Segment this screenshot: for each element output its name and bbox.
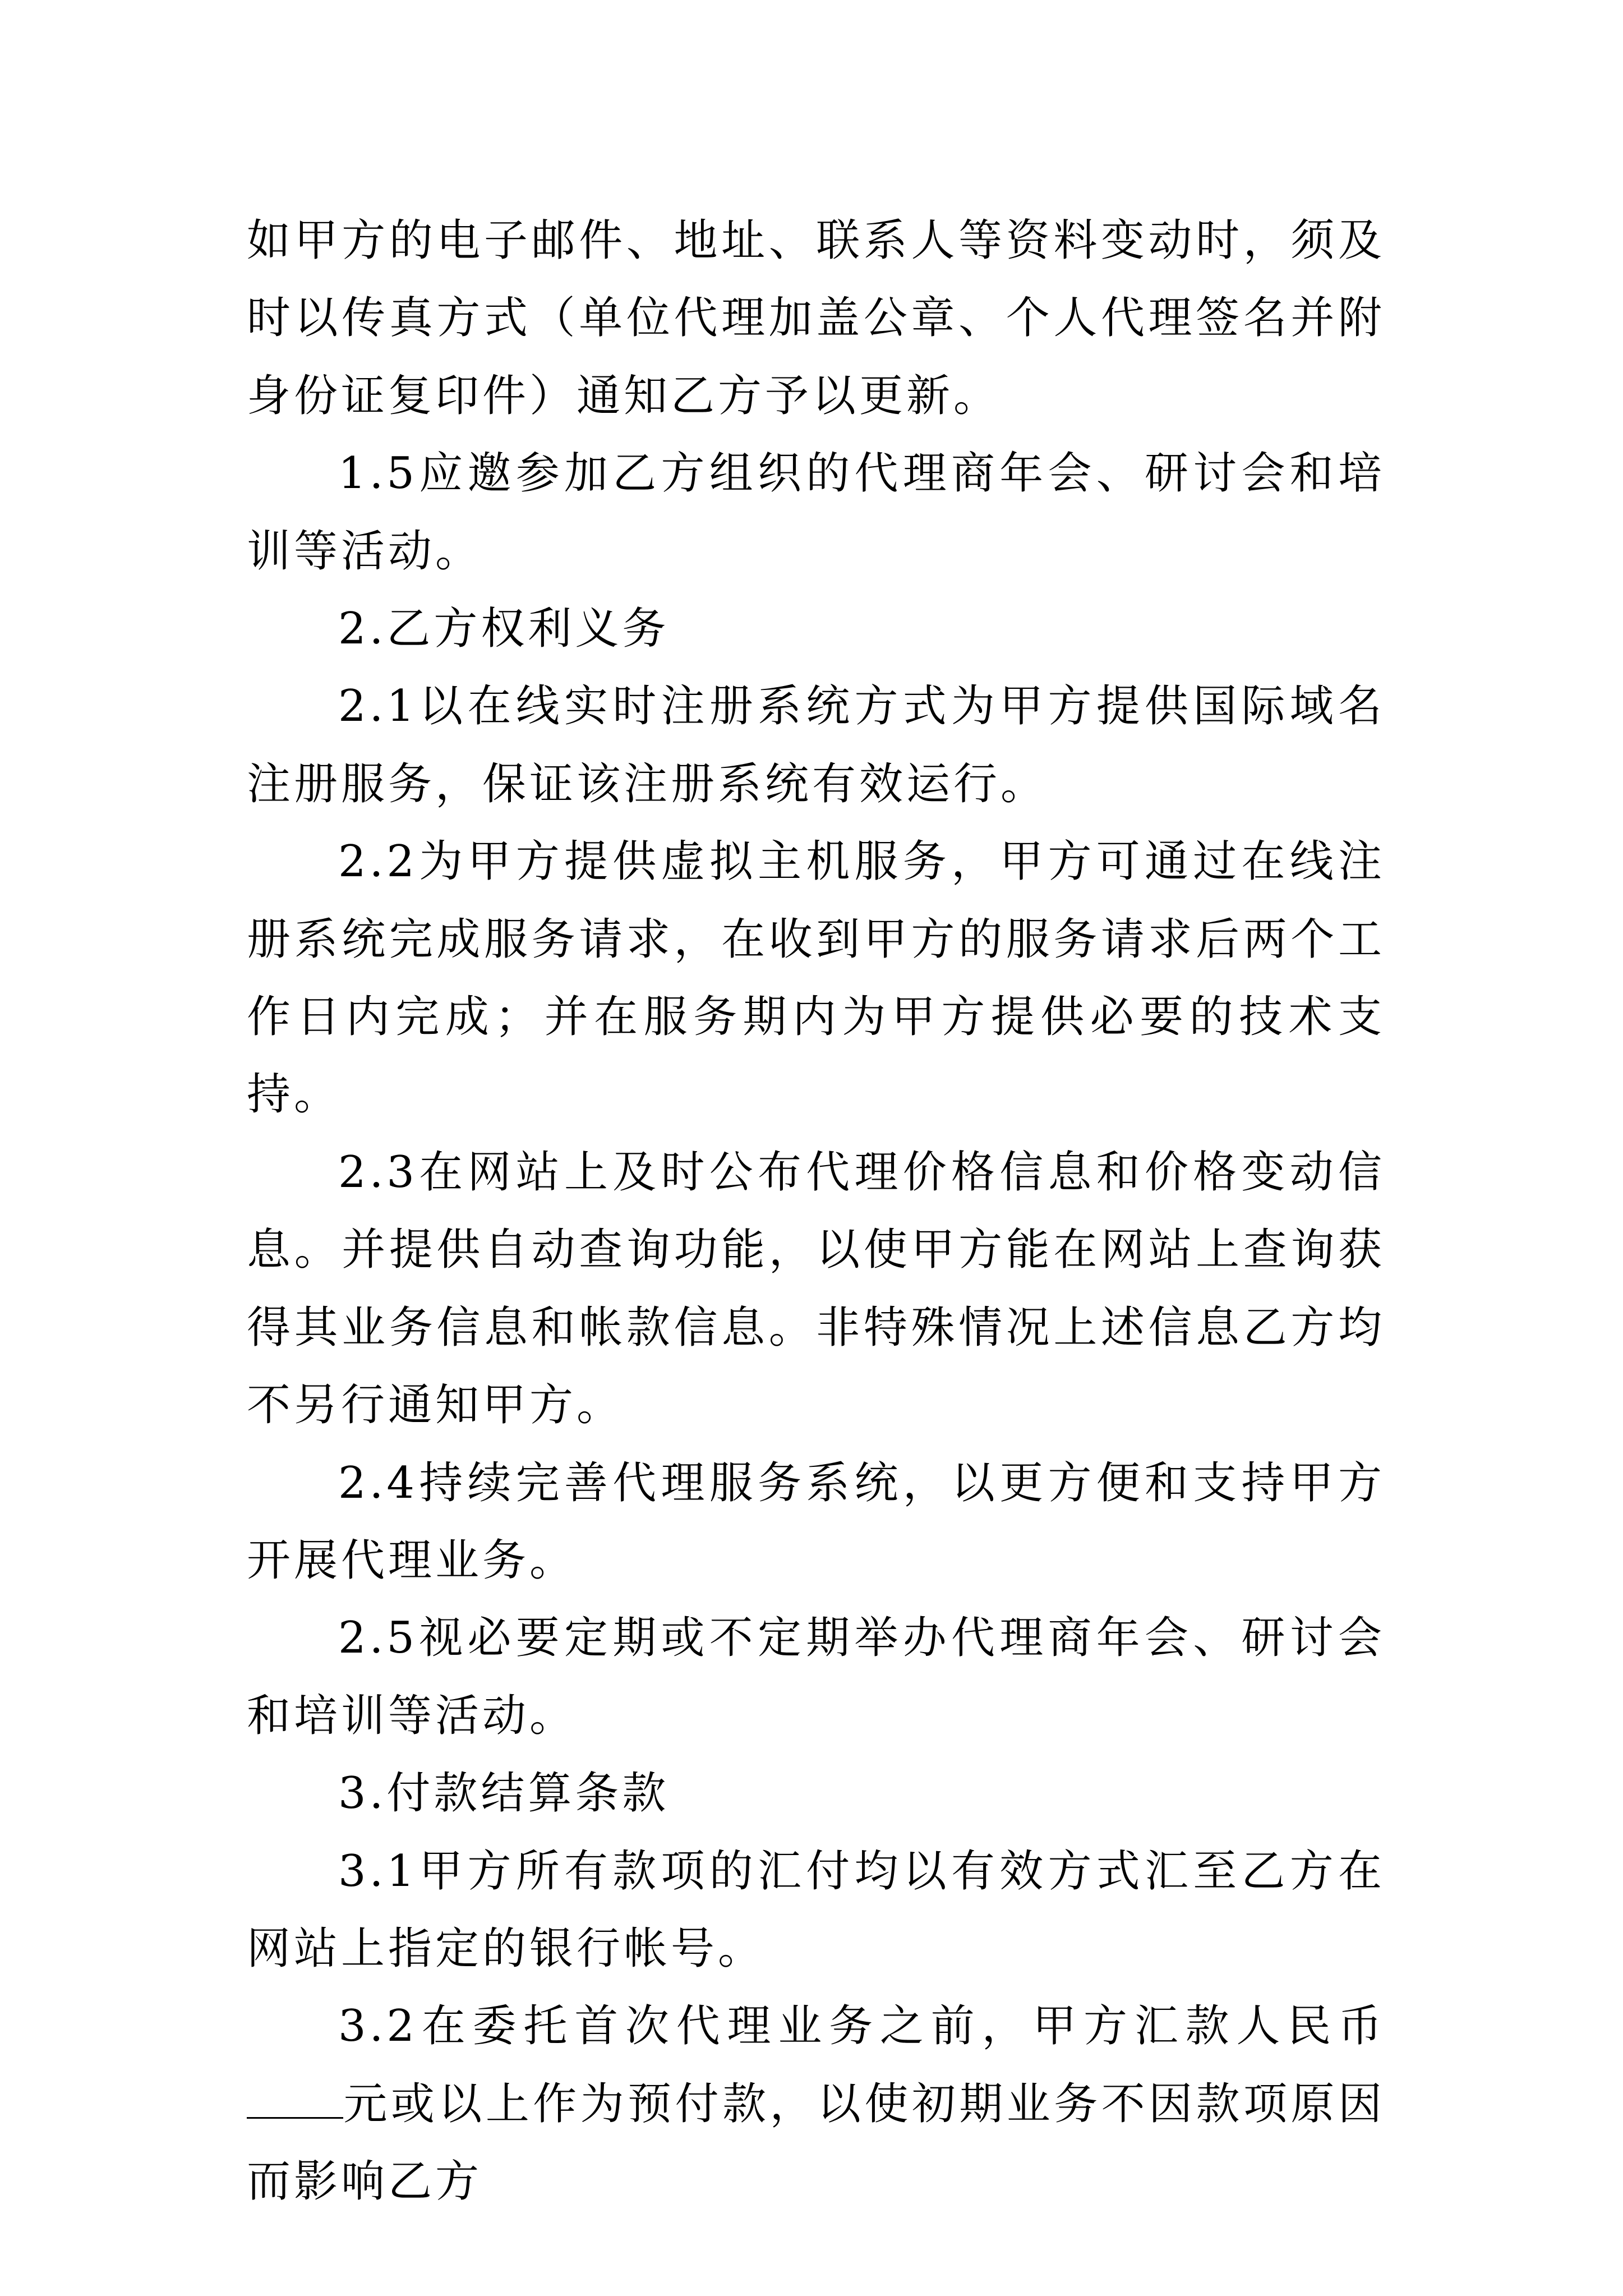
paragraph-2-3: 2.3在网站上及时公布代理价格信息和价格变动信息。并提供自动查询功能，以使甲方能在网站上查询获得其业务信息和帐款信息。非特殊情况上述信息乙方均不另行通知甲方。 — [247, 1147, 1385, 1431]
section-heading-2: 2.乙方权利义务 — [338, 604, 670, 655]
paragraph-1-5: 1.5应邀参加乙方组织的代理商年会、研讨会和培训等活动。 — [247, 448, 1385, 577]
paragraph-3-2 — [247, 1987, 1385, 2220]
paragraph-2-2: 2.2为甲方提供虚拟主机服务，甲方可通过在线注册系统完成服务请求，在收到甲方的服务请求后两个工作日内完成；并在服务期内为甲方提供必要的技术支持。 — [247, 836, 1385, 1120]
paragraph-2-4: 2.4持续完善代理服务系统，以更方便和支持甲方开展代理业务。 — [247, 1457, 1385, 1586]
section-heading-3: 3.付款结算条款 — [338, 1768, 670, 1819]
document-page — [247, 202, 1385, 2221]
paragraph-2-1: 2.1以在线实时注册系统方式为甲方提供国际域名注册服务，保证该注册系统有效运行。 — [247, 681, 1385, 809]
paragraph-3-1: 3.1甲方所有款项的汇付均以有效方式汇至乙方在网站上指定的银行帐号。 — [247, 1846, 1385, 1974]
paragraph-3-2-after-blank: 元或以上作为预付款，以使初期业务不因款项原因而影响乙方 — [247, 2078, 1385, 2207]
amount-blank-line — [247, 2083, 343, 2119]
paragraph-2-5: 2.5视必要定期或不定期举办代理商年会、研讨会和培训等活动。 — [247, 1613, 1385, 1741]
paragraph-contact-change: 如甲方的电子邮件、地址、联系人等资料变动时，须及时以传真方式（单位代理加盖公章、个人代理签名并附身份证复印件）通知乙方予以更新。 — [247, 215, 1385, 421]
paragraph-3-2-before-blank: 3.2在委托首次代理业务之前，甲方汇款人民币 — [338, 2001, 1385, 2052]
